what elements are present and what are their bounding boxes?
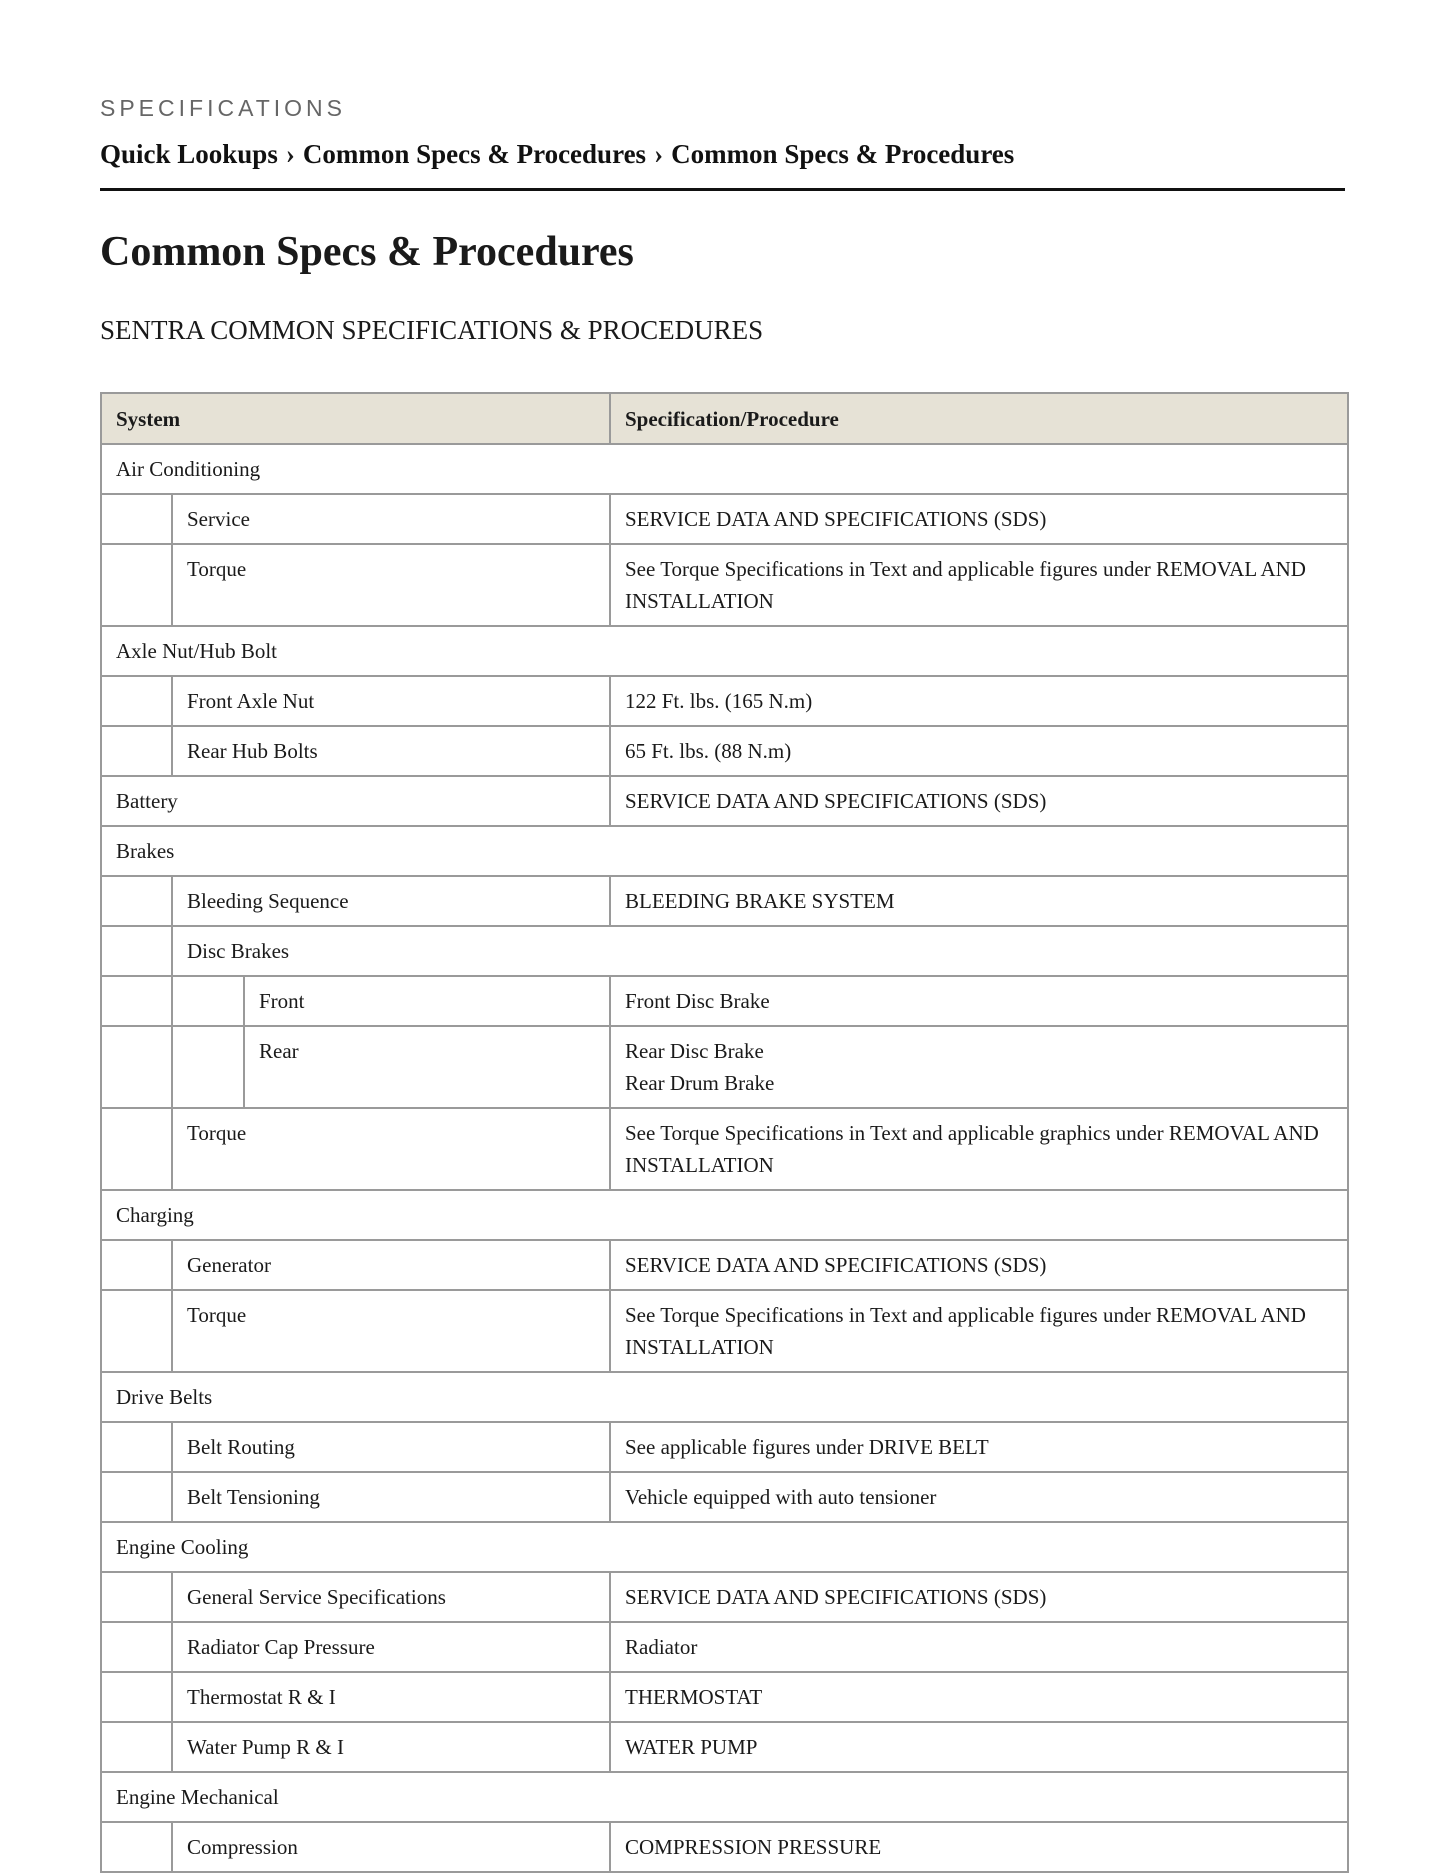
table-row [101, 1372, 1348, 1422]
spec-text[interactable]: 65 Ft. lbs. (88 N.m) [625, 739, 792, 763]
section-kicker: SPECIFICATIONS [100, 95, 346, 121]
spec-text[interactable]: SERVICE DATA AND SPECIFICATIONS (SDS) [625, 1585, 1047, 1609]
breadcrumb [100, 138, 1345, 191]
spec-text[interactable]: See applicable figures under DRIVE BELT [625, 1435, 989, 1459]
indent-cell [101, 1472, 172, 1522]
indent-cell [101, 1622, 172, 1672]
system-label: Thermostat R & I [172, 1672, 610, 1722]
page-title: Common Specs & Procedures [100, 229, 634, 275]
spec-text[interactable]: SERVICE DATA AND SPECIFICATIONS (SDS) [625, 1253, 1047, 1277]
system-label: Charging [101, 1190, 1348, 1240]
system-label: Torque [172, 1290, 610, 1372]
table-row [101, 876, 1348, 926]
indent-cell [172, 976, 244, 1026]
indent-cell [101, 876, 172, 926]
system-label: Drive Belts [101, 1372, 1348, 1422]
system-label: Radiator Cap Pressure [172, 1622, 610, 1672]
system-label: Belt Routing [172, 1422, 610, 1472]
spec-text[interactable]: BLEEDING BRAKE SYSTEM [625, 889, 895, 913]
table-row [101, 1822, 1348, 1872]
spec-cell [610, 1108, 1348, 1190]
spec-text[interactable]: SERVICE DATA AND SPECIFICATIONS (SDS) [625, 789, 1047, 813]
table-row [101, 444, 1348, 494]
spec-cell [610, 544, 1348, 626]
system-label: General Service Specifications [172, 1572, 610, 1622]
spec-cell [610, 494, 1348, 544]
indent-cell [101, 926, 172, 976]
system-label: Front Axle Nut [172, 676, 610, 726]
breadcrumb-item-quick-lookups[interactable]: Quick Lookups [100, 139, 278, 169]
indent-cell [101, 1572, 172, 1622]
spec-cell [610, 1240, 1348, 1290]
spec-text[interactable]: See Torque Specifications in Text and applicable graphics under REMOVAL AND INSTALLATION [625, 1121, 1319, 1177]
breadcrumb-item-common-specs[interactable]: Common Specs & Procedures [302, 139, 647, 169]
spec-text[interactable]: WATER PUMP [625, 1735, 758, 1759]
table-row [101, 1472, 1348, 1522]
spec-text[interactable]: 122 Ft. lbs. (165 N.m) [625, 689, 813, 713]
spec-text[interactable]: COMPRESSION PRESSURE [625, 1835, 882, 1859]
table-row [101, 1722, 1348, 1772]
indent-cell [101, 1240, 172, 1290]
table-row [101, 1108, 1348, 1190]
spec-cell [610, 1290, 1348, 1372]
spec-text[interactable]: Radiator [625, 1635, 698, 1659]
table-row [101, 1240, 1348, 1290]
spec-text[interactable]: See Torque Specifications in Text and applicable figures under REMOVAL AND INSTALLATION [625, 1303, 1306, 1359]
system-label: Torque [172, 544, 610, 626]
system-label: Rear Hub Bolts [172, 726, 610, 776]
specs-table [100, 392, 1349, 1873]
system-label: Axle Nut/Hub Bolt [101, 626, 1348, 676]
table-row [101, 1422, 1348, 1472]
spec-cell [610, 1026, 1348, 1108]
spec-cell [610, 1822, 1348, 1872]
table-body [101, 444, 1348, 1872]
system-label: Air Conditioning [101, 444, 1348, 494]
system-label: Service [172, 494, 610, 544]
table-row [101, 1572, 1348, 1622]
system-label: Generator [172, 1240, 610, 1290]
system-label: Front [244, 976, 610, 1026]
breadcrumb-separator: › [285, 139, 295, 169]
system-label: Engine Mechanical [101, 1772, 1348, 1822]
spec-cell [610, 1422, 1348, 1472]
system-label: Water Pump R & I [172, 1722, 610, 1772]
indent-cell [101, 1722, 172, 1772]
indent-cell [101, 1822, 172, 1872]
system-label: Disc Brakes [172, 926, 1348, 976]
indent-cell [101, 976, 172, 1026]
spec-cell [610, 1672, 1348, 1722]
table-row [101, 726, 1348, 776]
table-row [101, 1190, 1348, 1240]
header-spec: Specification/Procedure [610, 393, 1348, 444]
indent-cell [101, 494, 172, 544]
spec-cell [610, 1722, 1348, 1772]
system-label: Torque [172, 1108, 610, 1190]
table-row [101, 976, 1348, 1026]
table-row [101, 626, 1348, 676]
spec-cell [610, 876, 1348, 926]
indent-cell [101, 1026, 172, 1108]
table-row [101, 1772, 1348, 1822]
indent-cell [101, 1422, 172, 1472]
breadcrumb-item-current: Common Specs & Procedures [671, 139, 1015, 169]
spec-cell [610, 676, 1348, 726]
spec-cell [610, 1472, 1348, 1522]
spec-cell [610, 1572, 1348, 1622]
indent-cell [101, 676, 172, 726]
spec-text[interactable]: See Torque Specifications in Text and applicable figures under REMOVAL AND INSTALLATION [625, 557, 1306, 613]
spec-cell [610, 726, 1348, 776]
header-system: System [101, 393, 610, 444]
spec-text[interactable]: Vehicle equipped with auto tensioner [625, 1485, 937, 1509]
table-row [101, 1522, 1348, 1572]
system-label: Rear [244, 1026, 610, 1108]
spec-cell [610, 976, 1348, 1026]
system-label: Compression [172, 1822, 610, 1872]
table-row [101, 1622, 1348, 1672]
table-row [101, 544, 1348, 626]
spec-text[interactable]: THERMOSTAT [625, 1685, 763, 1709]
spec-text[interactable]: Rear Drum Brake [625, 1071, 775, 1095]
table-row [101, 926, 1348, 976]
indent-cell [101, 544, 172, 626]
page-subtitle: SENTRA COMMON SPECIFICATIONS & PROCEDURES [100, 315, 764, 345]
indent-cell [101, 1672, 172, 1722]
indent-cell [101, 1108, 172, 1190]
system-label: Battery [101, 776, 610, 826]
spec-cell [610, 1622, 1348, 1672]
table-row [101, 676, 1348, 726]
spec-cell [610, 776, 1348, 826]
table-row [101, 826, 1348, 876]
table-row [101, 776, 1348, 826]
system-label: Belt Tensioning [172, 1472, 610, 1522]
system-label: Bleeding Sequence [172, 876, 610, 926]
system-label: Brakes [101, 826, 1348, 876]
spec-text[interactable]: Rear Disc Brake [625, 1039, 764, 1063]
indent-cell [101, 1290, 172, 1372]
table-row [101, 1672, 1348, 1722]
system-label: Engine Cooling [101, 1522, 1348, 1572]
breadcrumb-separator: › [654, 139, 664, 169]
table-row [101, 494, 1348, 544]
indent-cell [101, 726, 172, 776]
table-row [101, 1026, 1348, 1108]
spec-text[interactable]: SERVICE DATA AND SPECIFICATIONS (SDS) [625, 507, 1047, 531]
table-header-row [101, 393, 1348, 444]
spec-text[interactable]: Front Disc Brake [625, 989, 770, 1013]
table-row [101, 1290, 1348, 1372]
indent-cell [172, 1026, 244, 1108]
